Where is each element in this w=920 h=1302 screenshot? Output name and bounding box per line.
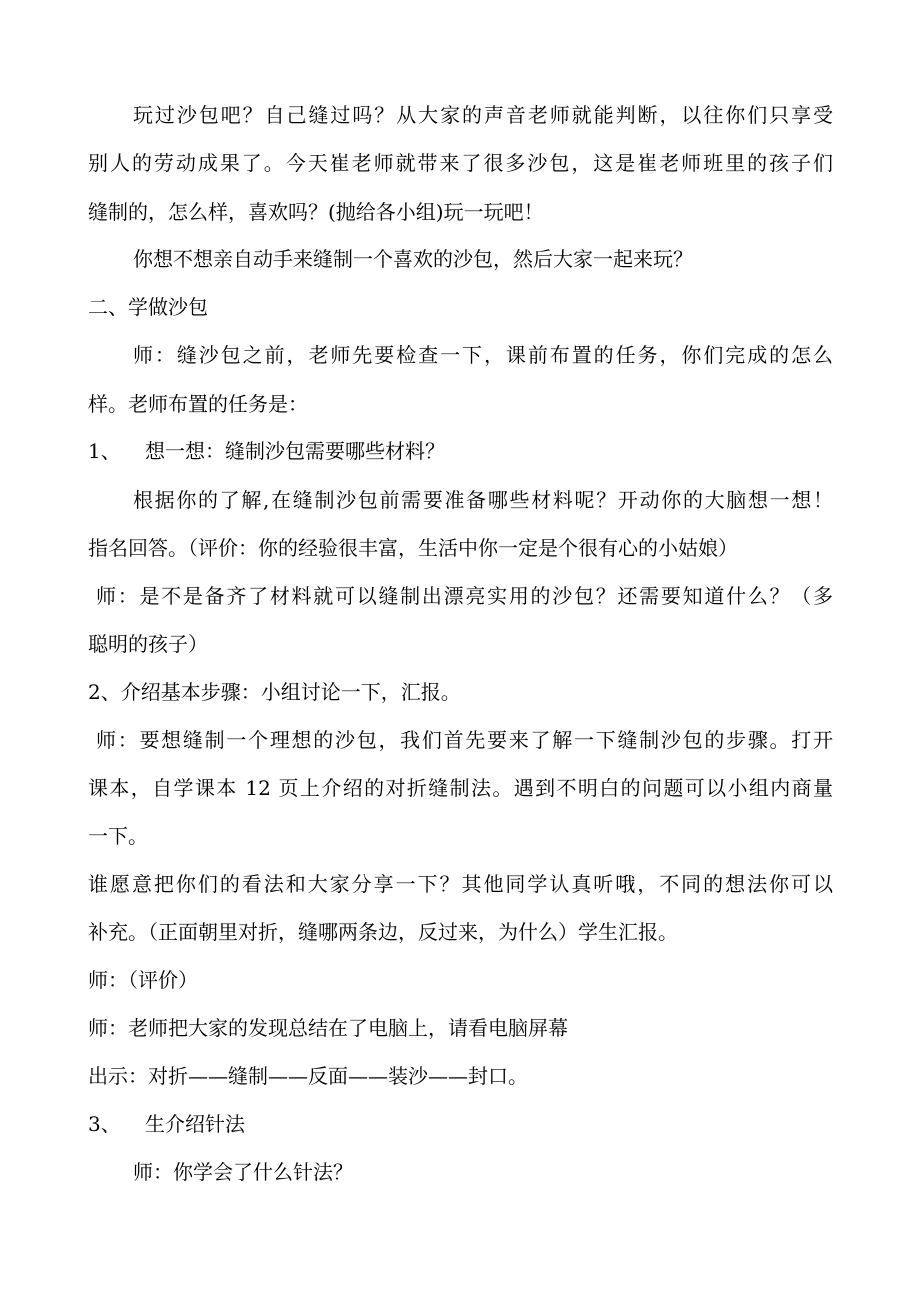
paragraph-line-17: 一下。 — [88, 824, 148, 848]
paragraph-line-2: 别人的劳动成果了。今天崔老师就带来了很多沙包，这是崔老师班里的孩子们 — [88, 151, 833, 175]
paragraph-line-18: 谁愿意把你们的看法和大家分享一下？其他同学认真听哦，不同的想法你可以 — [88, 872, 833, 896]
paragraph-line-13: 聪明的孩子） — [88, 632, 208, 656]
paragraph-line-11: 指名回答。（评价：你的经验很丰富，生活中你一定是个很有心的小姑娘） — [88, 536, 738, 560]
list-item-3: 生介绍针法 — [145, 1112, 245, 1136]
paragraph-line-15: 师：要想缝制一个理想的沙包，我们首先要来了解一下缝制沙包的步骤。打开 — [96, 728, 833, 752]
paragraph-line-25: 师：你学会了什么针法？ — [133, 1160, 353, 1184]
list-item-1: 想一想：缝制沙包需要哪些材料？ — [145, 439, 445, 463]
paragraph-line-19: 补充。（正面朝里对折，缝哪两条边，反过来，为什么）学生汇报。 — [88, 920, 678, 944]
list-item-2: 2、介绍基本步骤：小组讨论一下，汇报。 — [88, 680, 461, 704]
paragraph-line-4: 你想不想亲自动手来缝制一个喜欢的沙包，然后大家一起来玩？ — [133, 247, 693, 271]
paragraph-line-3: 缝制的，怎么样，喜欢吗？(抛给各小组)玩一玩吧！ — [88, 200, 544, 224]
section-heading: 二、学做沙包 — [88, 295, 208, 319]
list-number-1: 1、 — [88, 439, 121, 463]
paragraph-line-1: 玩过沙包吧？自己缝过吗？从大家的声音老师就能判断，以往你们只享受 — [133, 103, 833, 127]
paragraph-line-7: 样。老师布置的任务是： — [88, 392, 308, 416]
list-number-3: 3、 — [88, 1112, 121, 1136]
paragraph-line-10: 根据你的了解,在缝制沙包前需要准备哪些材料呢？开动你的大脑想一想！ — [133, 488, 833, 512]
paragraph-line-22: 出示：对折——缝制——反面——装沙——封口。 — [88, 1064, 528, 1088]
paragraph-line-12: 师：是不是备齐了材料就可以缝制出漂亮实用的沙包？还需要知道什么？（多 — [96, 584, 833, 608]
paragraph-line-6: 师：缝沙包之前，老师先要检查一下，课前布置的任务，你们完成的怎么 — [133, 343, 833, 367]
paragraph-line-21: 师：老师把大家的发现总结在了电脑上，请看电脑屏幕 — [88, 1016, 568, 1040]
paragraph-line-20: 师：（评价） — [88, 968, 198, 992]
paragraph-line-16: 课本，自学课本 12 页上介绍的对折缝制法。遇到不明白的问题可以小组内商量 — [88, 776, 833, 800]
